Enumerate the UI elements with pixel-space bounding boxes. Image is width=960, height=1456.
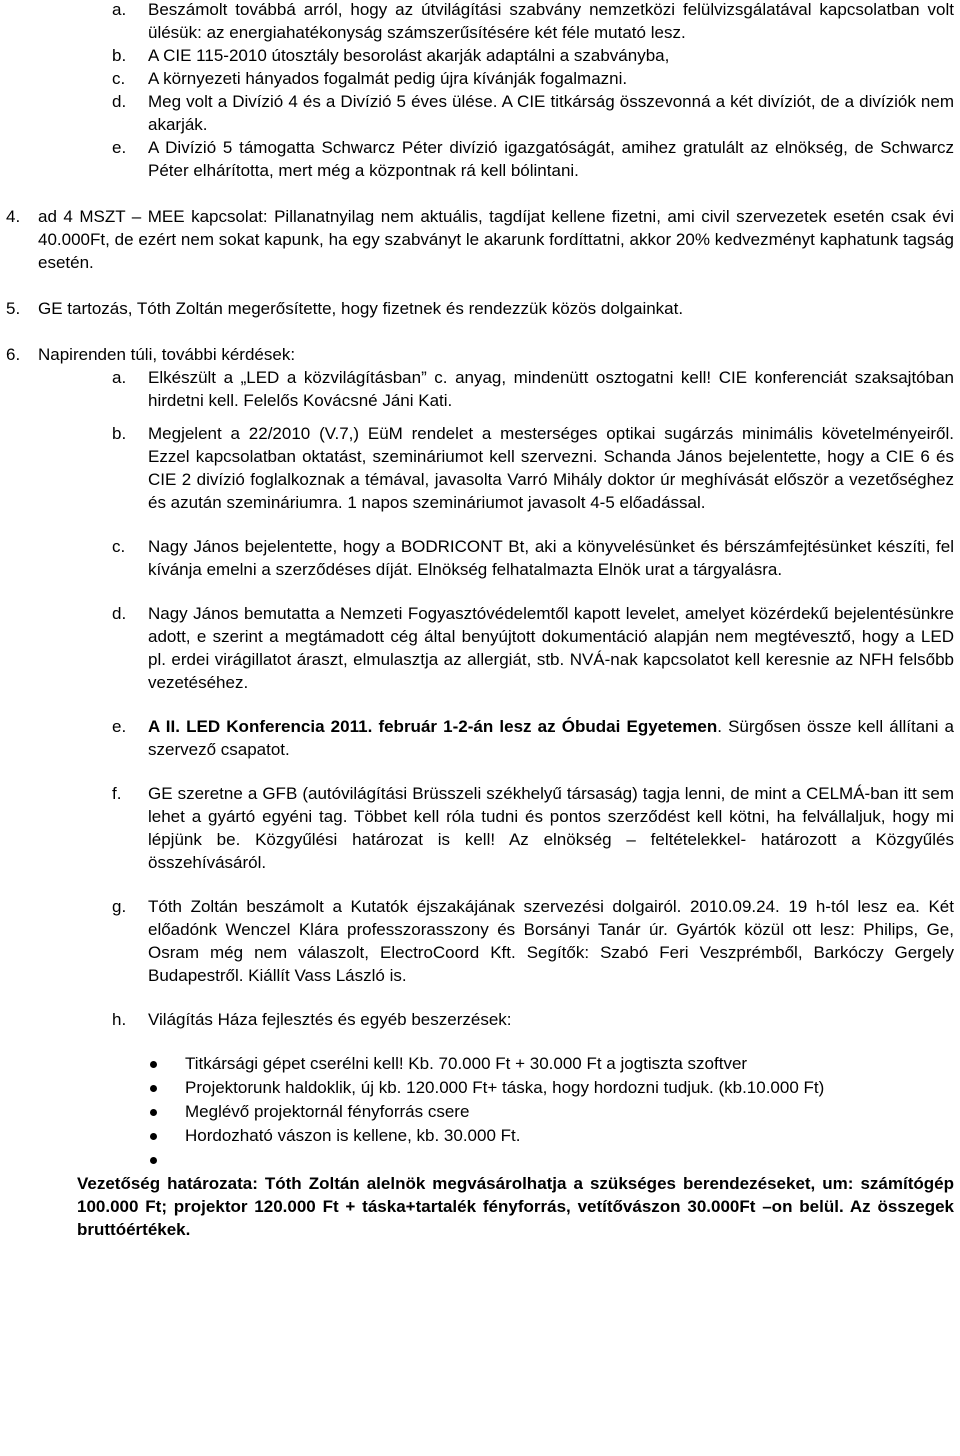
item-text: Világítás Háza fejlesztés és egyéb beszerzések:: [148, 1010, 512, 1029]
item-marker: b.: [112, 46, 127, 65]
board-decision: Vezetőség határozata: Tóth Zoltán alelnök megvásárolhatja a szükséges berendezéseket, um: számítógép 100.000 Ft; projektor 120.000 Ft + táska+tartalék fényforrás, vetítővászon 30.000Ft –on belül. Az összegek bruttóértékek.: [77, 1174, 954, 1239]
bullet-item: [0, 1076, 960, 1100]
item-marker: b.: [112, 424, 127, 443]
item-marker: f.: [112, 784, 122, 803]
numbered-point-6: [0, 343, 960, 366]
point-marker: 5.: [6, 299, 21, 318]
item-text: Beszámolt továbbá arról, hogy az útvilágítási szabvány nemzetközi felülvizsgálatával kapcsolatban volt ülésük: az energiahatékonyság számszerűsítésére két féle mutató lesz.: [148, 0, 954, 42]
purchase-bullet-list: [0, 1052, 960, 1172]
item-text: Nagy János bemutatta a Nemzeti Fogyasztóvédelemtől kapott levelet, amelyet közérdekű bejelentésünkre adott, e szerint a megtámadott cég által benyújtott dokumentáció alapján nem megtévesztő, hogy a LED pl. erdei virágillatot áraszt, elmulasztja az allergiát, stb. NVÁ-nak kapcsolatot kell keresnie az NFH felsőbb vezetéséhez.: [148, 604, 954, 692]
item-marker: a.: [112, 368, 127, 387]
bullet-icon: [150, 1157, 157, 1164]
item-marker: c.: [112, 69, 126, 88]
bullet-text: Meglévő projektornál fényforrás csere: [185, 1102, 470, 1121]
list-item: [0, 366, 960, 412]
numbered-point-4: [0, 205, 960, 274]
bullet-icon: [150, 1109, 157, 1116]
list-item: [0, 67, 960, 90]
item-text: Meg volt a Divízió 4 és a Divízió 5 éves ülése. A CIE titkárság összevonná a két divíziót, de a divíziók nem akarják.: [148, 92, 954, 134]
point-text: ad 4 MSZT – MEE kapcsolat: Pillanatnyilag nem aktuális, tagdíjat kellene fizetni, ami civil szervezetek esetén csak évi 40.000Ft, de ezért nem sokat kapunk, ha egy szabványt le akarunk fordíttatni, akkor 20% kedvezményt kaphatunk tagság esetén.: [38, 207, 954, 272]
item-text: A Divízió 5 támogatta Schwarcz Péter divízió igazgatóságát, amihez gratulált az elnökség, de Schwarcz Péter elhárította, mert még a központnak rá kell bólintani.: [148, 138, 954, 180]
item-marker: a.: [112, 0, 127, 19]
bullet-item: [0, 1100, 960, 1124]
point-marker: 4.: [6, 207, 21, 226]
item-text: A környezeti hányados fogalmát pedig újra kívánják fogalmazni.: [148, 69, 628, 88]
item-text: Megjelent a 22/2010 (V.7,) EüM rendelet a mesterséges optikai sugárzás minimális követelményeiről. Ezzel kapcsolatban oktatást, szemináriumot kell szervezni. Schanda János bejelentette, hogy a CIE 6 és CIE 2 divízió foglalkoznak a témával, javasolta Varró Mihály doktor úr meghívását először a vezetőséghez és azután szemináriumra. 1 napos szemináriumot javasolt 4-5 előadással.: [148, 424, 954, 512]
item-marker: c.: [112, 537, 126, 556]
list-item: [0, 90, 960, 136]
item-text: GE szeretne a GFB (autóvilágítási Brüsszeli székhelyű társaság) tagja lenni, de mint a CELMÁ-ban itt sem lehet a gyártó egyéni tag. Többet kell róla tudni és pontos szerződést kell kötni, ha felvállaljuk, hogy mi lépjünk be. Közgyűlési határozat is kell! Az elnökség – feltételekkel- határozott a Közgyűlés összehívásáról.: [148, 784, 954, 872]
list-item: [0, 422, 960, 514]
item-text: Tóth Zoltán beszámolt a Kutatók éjszakájának szervezési dolgairól. 2010.09.24. 19 h-tól lesz ea. Két előadónk Wenczel Klára professzorasszony és Borsányi Tanár úr. Gyártók közül ott lesz: Philips, Ge, Osram még nem válaszolt, ElectroCoord Kft. Segítők: Szabó Feri Veszprémből, Barkóczy Gergely Budapestről. Kiállít Vass László is.: [148, 897, 954, 985]
point-text: GE tartozás, Tóth Zoltán megerősítette, hogy fizetnek és rendezzük közös dolgainkat.: [38, 299, 684, 318]
item-text: A CIE 115-2010 útosztály besorolást akarják adaptálni a szabványba,: [148, 46, 670, 65]
point-text: Napirenden túli, további kérdések:: [38, 345, 296, 364]
list-item: [0, 895, 960, 987]
point-marker: 6.: [6, 345, 21, 364]
bullet-text: Hordozható vászon is kellene, kb. 30.000 Ft.: [185, 1126, 521, 1145]
list-item: [0, 715, 960, 761]
list-item: [0, 602, 960, 694]
item-marker: e.: [112, 717, 127, 736]
bullet-text: Titkársági gépet cserélni kell! Kb. 70.000 Ft + 30.000 Ft a jogtiszta szoftver: [185, 1054, 748, 1073]
bullet-icon: [150, 1061, 157, 1068]
list-item: [0, 782, 960, 874]
item-marker: g.: [112, 897, 127, 916]
bullet-item: [0, 1052, 960, 1076]
item-text: Elkészült a „LED a közvilágításban” c. anyag, mindenütt osztogatni kell! CIE konferenciát szaksajtóban hirdetni kell. Felelős Kovácsné Jáni Kati.: [148, 368, 954, 410]
bullet-icon: [150, 1133, 157, 1140]
item-marker: d.: [112, 92, 127, 111]
item-marker: h.: [112, 1010, 127, 1029]
bullet-item: [0, 1124, 960, 1148]
conference-announcement: A II. LED Konferencia 2011. február 1-2-án lesz az Óbudai Egyetemen: [148, 717, 718, 736]
item-marker: e.: [112, 138, 127, 157]
numbered-point-5: [0, 297, 960, 320]
list-item: [0, 44, 960, 67]
list-item: [0, 535, 960, 581]
bullet-icon: [150, 1085, 157, 1092]
list-item: [0, 0, 960, 44]
bullet-item: [0, 1148, 960, 1172]
item-marker: d.: [112, 604, 127, 623]
item-text: . Sürgősen össze kell állítani a szervező csapatot.: [148, 717, 955, 759]
bullet-text: Projektorunk haldoklik, új kb. 120.000 Ft+ táska, hogy hordozni tudjuk. (kb.10.000 Ft): [185, 1078, 825, 1097]
list-item: [0, 1008, 960, 1031]
item-text: Nagy János bejelentette, hogy a BODRICONT Bt, aki a könyvelésünket és bérszámfejtésünket készíti, fel kívánja emelni a szerződéses díját. Elnökség felhatalmazta Elnök urat a tárgyalásra.: [148, 537, 954, 579]
list-item: [0, 136, 960, 182]
